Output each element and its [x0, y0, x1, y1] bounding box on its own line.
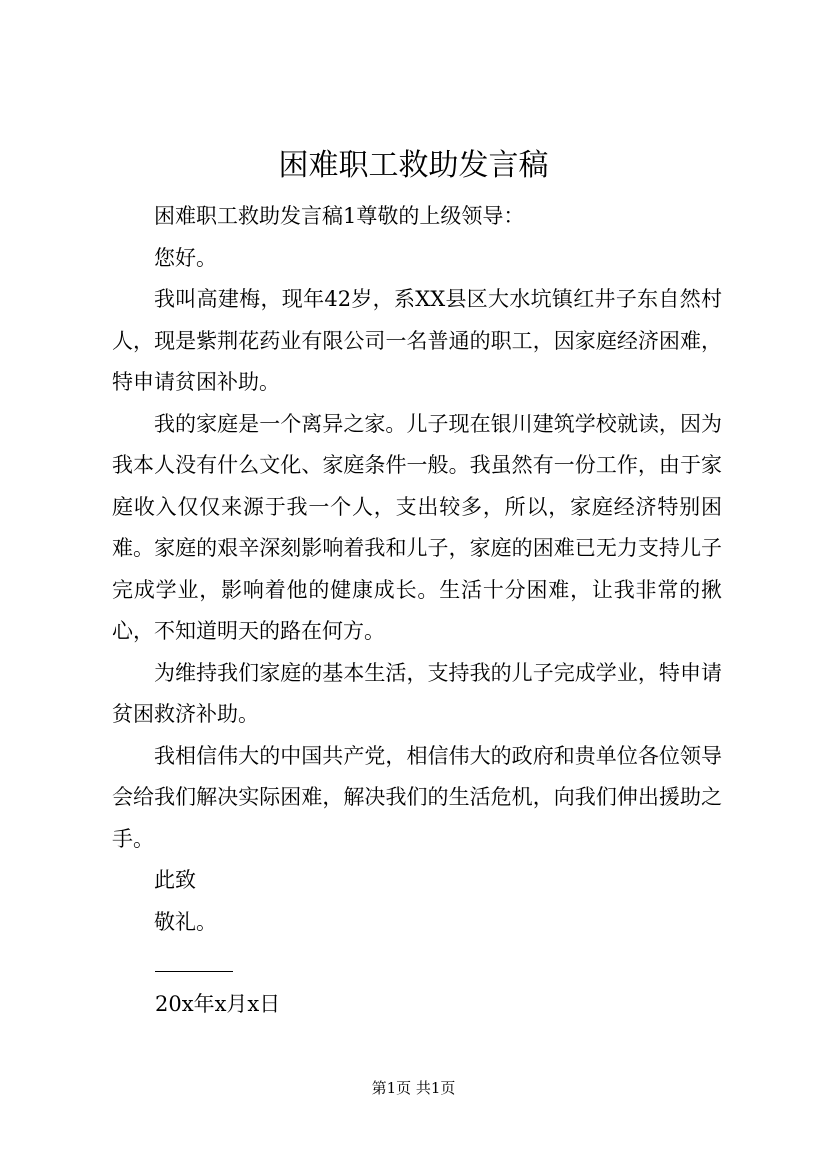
document-body — [112, 196, 722, 943]
page-indicator: 第1页 共1页 — [371, 1079, 456, 1097]
paragraph-trust: 我相信伟大的中国共产党，相信伟大的政府和贵单位各位领导会给我们解决实际困难，解决我们的生活危机，向我们伸出援助之手。 — [112, 743, 722, 851]
paragraph-self-introduction: 我叫高建梅，现年42岁，系XX县区大水坑镇红井子东自然村人，现是紫荆花药业有限公司一名普通的职工，因家庭经济困难，特申请贫困补助。 — [112, 287, 722, 394]
paragraph-request: 为维持我们家庭的基本生活，支持我的儿子完成学业，特申请贫困救济补助。 — [112, 660, 722, 726]
document-title: 困难职工救助发言稿 — [278, 148, 549, 183]
document-date: 20x年x月x日 — [155, 992, 281, 1016]
signature-line — [155, 971, 233, 972]
paragraph-salutation: 您好。 — [154, 245, 217, 270]
paragraph-family-situation: 我的家庭是一个离异之家。儿子现在银川建筑学校就读，因为我本人没有什么文化、家庭条件一般。我虽然有一份工作，由于家庭收入仅仅来源于我一个人，支出较多，所以，家庭经济特别困难。家庭的艰辛深刻影响着我和儿子，家庭的困难已无力支持儿子完成学业，影响着他的健康成长。生活十分困难，让我非常的揪心，不知道明天的路在何方。 — [112, 411, 722, 643]
paragraph-closing: 此致 — [154, 868, 196, 892]
paragraph-greeting-header: 困难职工救助发言稿1尊敬的上级领导： — [154, 204, 525, 228]
paragraph-regards: 敬礼。 — [154, 909, 217, 934]
